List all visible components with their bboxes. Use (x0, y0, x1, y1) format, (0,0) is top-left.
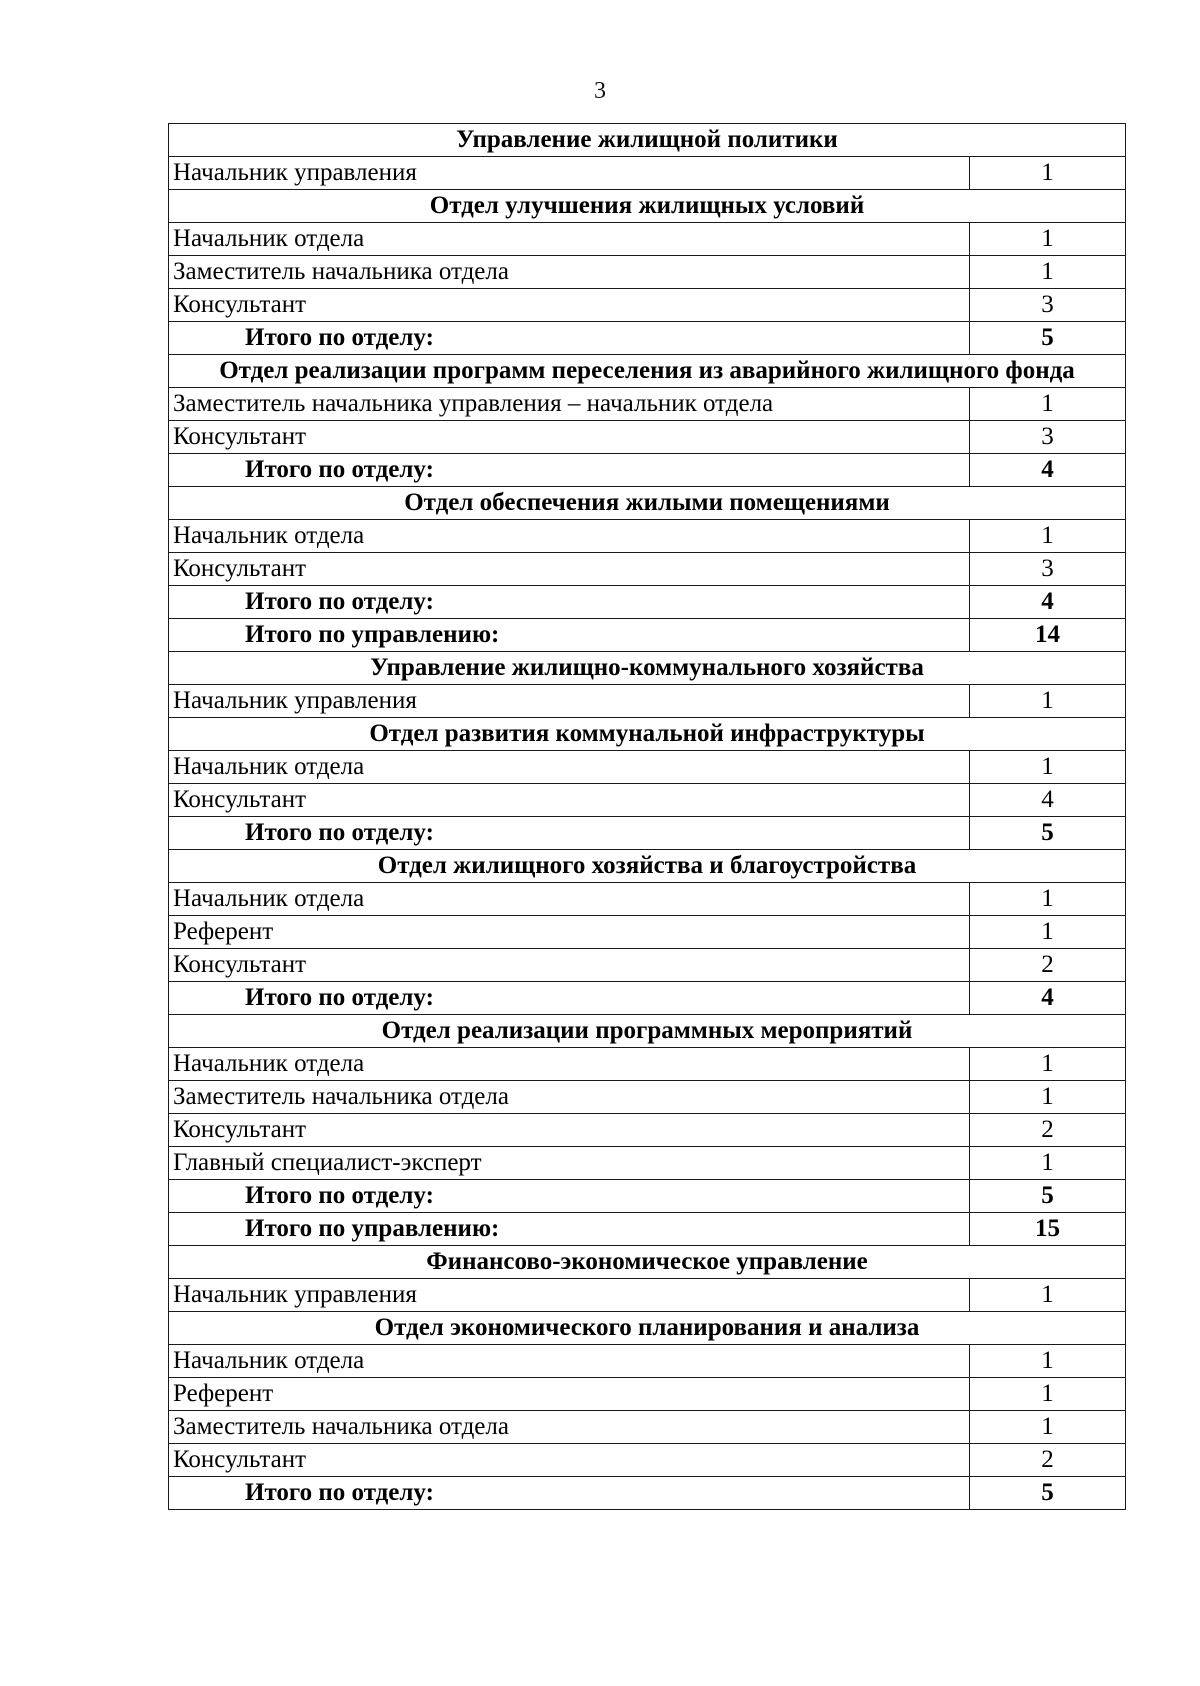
subtotal-label: Итого по отделу: (169, 586, 970, 619)
page-number: 3 (594, 78, 606, 104)
position-name: Начальник отдела (169, 1345, 970, 1378)
position-count: 1 (970, 916, 1126, 949)
position-name: Референт (169, 1378, 970, 1411)
position-row (169, 421, 1126, 454)
position-row (169, 520, 1126, 553)
position-name: Референт (169, 916, 970, 949)
position-row (169, 1147, 1126, 1180)
section-heading: Отдел реализации программных мероприятий (169, 1015, 1126, 1048)
position-row (169, 1345, 1126, 1378)
subtotal-row (169, 586, 1126, 619)
subtotal-label: Итого по отделу: (169, 817, 970, 850)
position-count: 2 (970, 1114, 1126, 1147)
position-name: Начальник отдела (169, 223, 970, 256)
position-count: 4 (970, 784, 1126, 817)
position-count: 1 (970, 1081, 1126, 1114)
position-count: 1 (970, 388, 1126, 421)
section-heading-row (169, 355, 1126, 388)
section-heading: Управление жилищной политики (169, 124, 1126, 157)
position-name: Главный специалист-эксперт (169, 1147, 970, 1180)
subtotal-row (169, 1180, 1126, 1213)
subtotal-row (169, 322, 1126, 355)
position-row (169, 685, 1126, 718)
position-count: 1 (970, 1279, 1126, 1312)
position-row (169, 1444, 1126, 1477)
subtotal-label: Итого по отделу: (169, 1180, 970, 1213)
position-name: Начальник отдела (169, 751, 970, 784)
section-heading-row (169, 190, 1126, 223)
position-name: Начальник управления (169, 1279, 970, 1312)
position-count: 1 (970, 1411, 1126, 1444)
position-row (169, 883, 1126, 916)
staffing-table (168, 123, 1126, 1510)
position-row (169, 1411, 1126, 1444)
section-heading-row (169, 652, 1126, 685)
position-row (169, 949, 1126, 982)
section-heading-row (169, 487, 1126, 520)
position-name: Консультант (169, 421, 970, 454)
position-count: 1 (970, 256, 1126, 289)
position-count: 1 (970, 1147, 1126, 1180)
section-heading-row (169, 124, 1126, 157)
subtotal-label: Итого по отделу: (169, 454, 970, 487)
position-row (169, 553, 1126, 586)
position-row (169, 1081, 1126, 1114)
position-name: Начальник отдела (169, 883, 970, 916)
position-row (169, 289, 1126, 322)
section-heading-row (169, 1246, 1126, 1279)
subtotal-count: 15 (970, 1213, 1126, 1246)
subtotal-count: 5 (970, 817, 1126, 850)
subtotal-count: 5 (970, 1477, 1126, 1510)
position-name: Консультант (169, 553, 970, 586)
position-row (169, 751, 1126, 784)
section-heading: Управление жилищно-коммунального хозяйства (169, 652, 1126, 685)
position-name: Заместитель начальника отдела (169, 1081, 970, 1114)
subtotal-count: 4 (970, 586, 1126, 619)
position-count: 1 (970, 223, 1126, 256)
position-count: 3 (970, 421, 1126, 454)
staffing-table-body (169, 124, 1126, 1510)
section-heading: Отдел развития коммунальной инфраструктуры (169, 718, 1126, 751)
position-count: 2 (970, 1444, 1126, 1477)
position-count: 1 (970, 1345, 1126, 1378)
position-name: Заместитель начальника отдела (169, 1411, 970, 1444)
section-heading: Отдел жилищного хозяйства и благоустройства (169, 850, 1126, 883)
subtotal-label: Итого по управлению: (169, 1213, 970, 1246)
position-row (169, 916, 1126, 949)
subtotal-count: 4 (970, 454, 1126, 487)
position-row (169, 157, 1126, 190)
subtotal-count: 4 (970, 982, 1126, 1015)
position-count: 1 (970, 883, 1126, 916)
section-heading: Отдел реализации программ переселения из аварийного жилищного фонда (169, 355, 1126, 388)
position-count: 1 (970, 1048, 1126, 1081)
position-name: Начальник управления (169, 157, 970, 190)
position-name: Начальник управления (169, 685, 970, 718)
section-heading-row (169, 1312, 1126, 1345)
subtotal-row (169, 817, 1126, 850)
section-heading: Финансово-экономическое управление (169, 1246, 1126, 1279)
position-row (169, 388, 1126, 421)
section-heading-row (169, 1015, 1126, 1048)
subtotal-row (169, 619, 1126, 652)
subtotal-row (169, 1477, 1126, 1510)
subtotal-label: Итого по отделу: (169, 982, 970, 1015)
position-name: Заместитель начальника отдела (169, 256, 970, 289)
position-name: Консультант (169, 949, 970, 982)
position-row (169, 1048, 1126, 1081)
position-count: 1 (970, 1378, 1126, 1411)
subtotal-count: 14 (970, 619, 1126, 652)
position-name: Консультант (169, 1444, 970, 1477)
subtotal-count: 5 (970, 1180, 1126, 1213)
position-row (169, 1114, 1126, 1147)
section-heading: Отдел улучшения жилищных условий (169, 190, 1126, 223)
position-count: 3 (970, 289, 1126, 322)
subtotal-label: Итого по управлению: (169, 619, 970, 652)
position-row (169, 223, 1126, 256)
position-row (169, 1378, 1126, 1411)
subtotal-label: Итого по отделу: (169, 322, 970, 355)
position-count: 3 (970, 553, 1126, 586)
section-heading: Отдел обеспечения жилыми помещениями (169, 487, 1126, 520)
section-heading: Отдел экономического планирования и анализа (169, 1312, 1126, 1345)
position-count: 2 (970, 949, 1126, 982)
position-name: Заместитель начальника управления – начальник отдела (169, 388, 970, 421)
subtotal-label: Итого по отделу: (169, 1477, 970, 1510)
position-name: Начальник отдела (169, 1048, 970, 1081)
subtotal-row (169, 454, 1126, 487)
position-count: 1 (970, 751, 1126, 784)
position-name: Начальник отдела (169, 520, 970, 553)
position-row (169, 784, 1126, 817)
position-name: Консультант (169, 1114, 970, 1147)
position-count: 1 (970, 685, 1126, 718)
position-name: Консультант (169, 289, 970, 322)
subtotal-row (169, 982, 1126, 1015)
subtotal-count: 5 (970, 322, 1126, 355)
section-heading-row (169, 718, 1126, 751)
position-row (169, 1279, 1126, 1312)
position-row (169, 256, 1126, 289)
position-count: 1 (970, 157, 1126, 190)
subtotal-row (169, 1213, 1126, 1246)
position-name: Консультант (169, 784, 970, 817)
position-count: 1 (970, 520, 1126, 553)
section-heading-row (169, 850, 1126, 883)
